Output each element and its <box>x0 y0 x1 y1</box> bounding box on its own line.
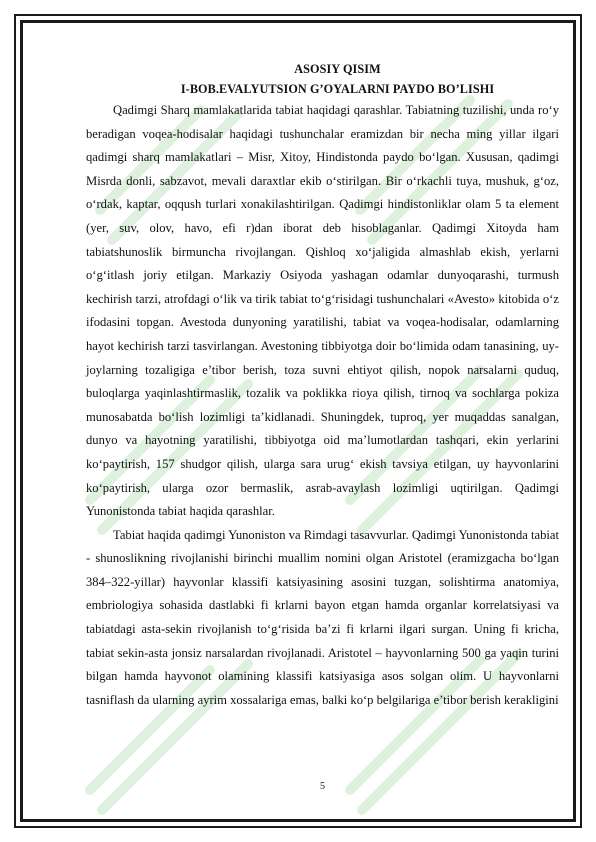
paragraph-2: Tabiat haqida qadimgi Yunoniston va Rimdagi tasavvurlar. Qadimgi Yunonistonda tabiat - shunoslikning rivojlanishi birinchi muallim nomini olgan Aristotel (eramizgacha bo‘lgan 384–322-yillar) hayvonlar klassifi katsiyasining asosini tuzgan, solishtirma anatomiya, embriologiya sohasida dastlabki fi krlarni bayon etgan hamda organlar korrelatsiyasi va tabiatdagi asta-sekin rivojlanish to‘g‘risida ba’zi fi krlarni ilgari surgan. Uning fi kricha, tabiat sekin-asta jonsiz narsalardan rivojlanadi. Aristotel – hayvonlarning 500 ga yaqin turini bilgan hamda hayvonot olamining klassifi katsiyasiga asos solgan olim. U hayvonlarni tasniflash da ularning ayrim xossalariga emas, balki ko‘p belgilariga e’tibor berish kerakligini <box>86 527 559 707</box>
section-title: ASOSIY QISIM <box>294 62 381 76</box>
page-number: 5 <box>320 781 325 792</box>
paragraph-1: Qadimgi Sharq mamlakatlarida tabiat haqidagi qarashlar. Tabiatning tuzilishi, unda ro‘y beradigan voqea-hodisalar haqidagi tushunchalar eramizdan bir necha ming yillar ilgari qadimgi sharq mamlakatlari – Misr, Xitoy, Hindistonda paydo bo‘lgan. Xususan, qadimgi Misrda donli, sabzavot, mevali daraxtlar ekib o‘stirilgan. Bir o‘rkachli tuya, mushuk, g‘oz, o‘rdak, kaptar, oqqush turlari xonakilashtirilgan. Qadimgi hindistonliklar olam 5 ta element (yer, suv, olov, havo, efi r)dan iborat deb hisoblaganlar. Qadimgi Xitoyda ham tabiatshunoslik birmuncha rivojlangan. Qishloq xo‘jaligida almashlab ekish, yerlarni o‘g‘itlash joriy etilgan. Markaziy Osiyoda yashagan odamlar dunyoqarashi, turmush kechirish tarzi, atrofdagi o‘lik va tirik tabiat to‘g‘risidagi tushunchalari «Avesto» kitobida o‘z ifodasini topgan. Avestoda dunyoning yaratilishi, tabiat va voqea-hodisalar, odamlarning hayot kechirish tarzi tasvirlangan. Avestoning tibbiyotga doir bo‘limida odam tanasining, uy-joylarning tozaligiga e’tibor berish, toza suvni ehtiyot qilish, nopok narsalarni quduq, buloqlarga yaqinlashtirmaslik, tozalik va poklikka rioya qilish, tirnoq va sochlarga pokiza munosabatda bo‘lish lozimligi ta’kidlanadi. Shuningdek, tuproq, yer muqaddas sanalgan, dunyo va hayotning yaratilishi, tibbiyotga oid ma’lumotlardan tashqari, ekin yerlarini ko‘paytirish, 157 shudgor qilish, ularga sara urug‘ ekish tavsiya etilgan, uy hayvonlarini ko‘paytirish, ularga ozor bermaslik, asrab-avaylash lozimligi uqtirilgan. Qadimgi Yunonistonda tabiat haqida qarashlar. <box>86 103 559 519</box>
chapter-title: I-BOB.EVALYUTSION G’OYALARNI PAYDO BO’LISHI <box>180 82 495 96</box>
document-body <box>86 59 559 712</box>
